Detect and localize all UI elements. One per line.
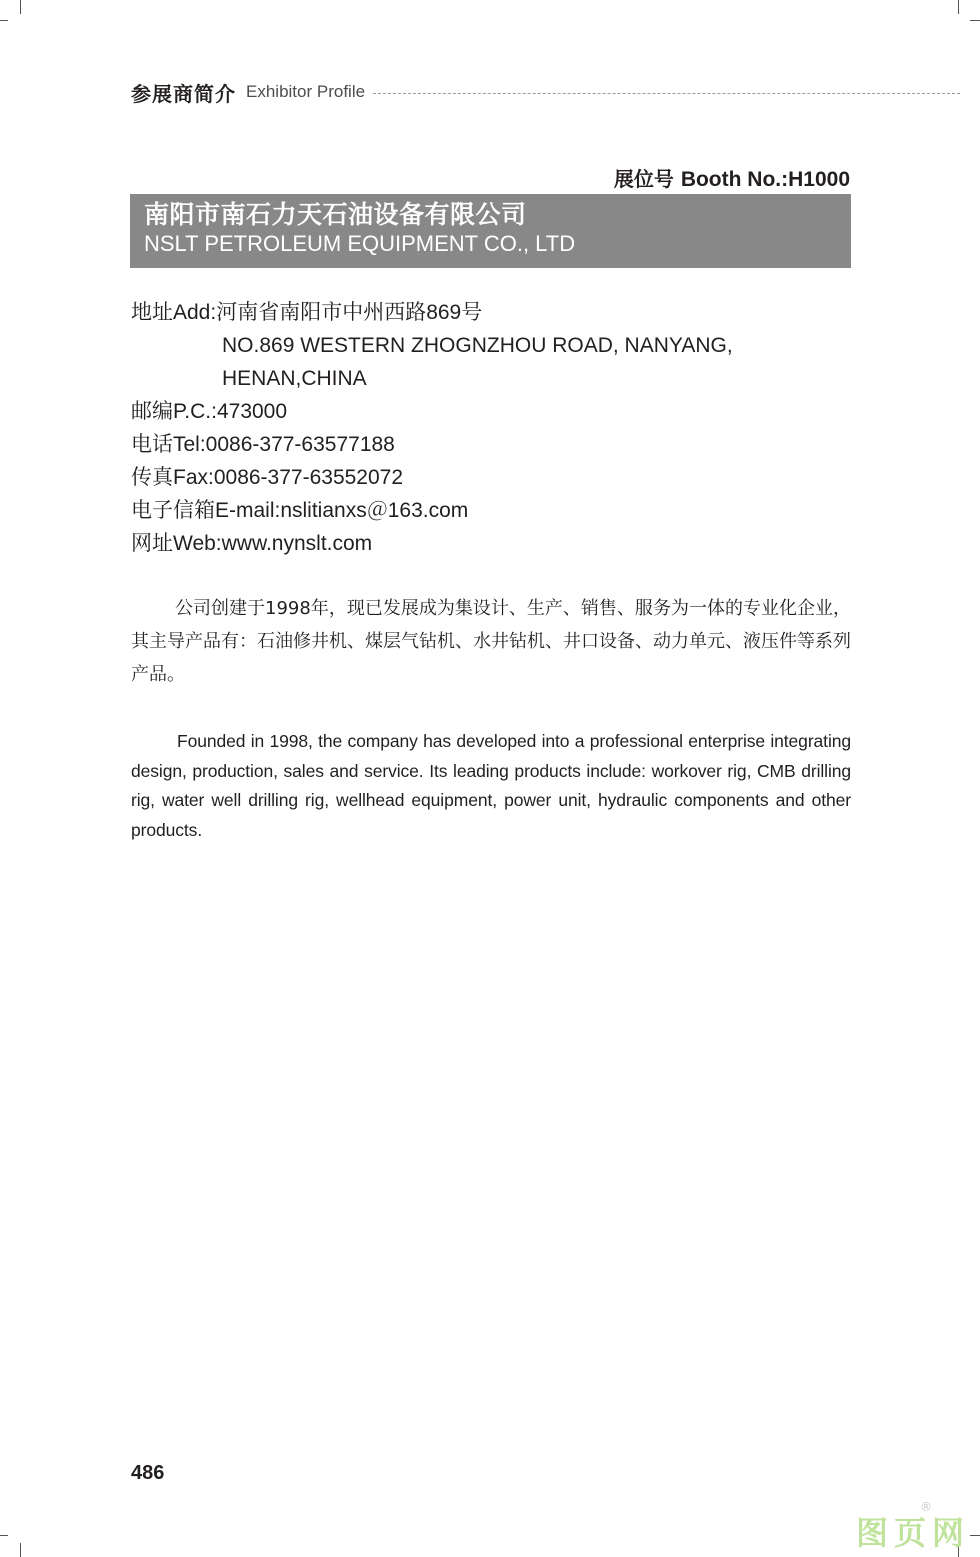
watermark-logo xyxy=(856,1500,971,1552)
crop-mark-top-left-h xyxy=(0,20,8,21)
address-en-line2: HENAN,CHINA xyxy=(222,367,367,390)
contact-info xyxy=(131,296,851,560)
booth-label-en: Booth No.:H1000 xyxy=(680,168,850,191)
watermark-text: 图页网 xyxy=(856,1514,971,1552)
page-number: 486 xyxy=(131,1462,165,1484)
crop-mark-bottom-left-h xyxy=(0,1535,8,1536)
registered-mark: ® xyxy=(920,1500,932,1514)
fax: 传真Fax:0086-377-63552072 xyxy=(131,466,404,489)
booth-label-cn: 展位号 xyxy=(613,167,674,191)
telephone: 电话Tel:0086-377-63577188 xyxy=(131,433,395,456)
section-title-cn: 参展商简介 xyxy=(131,81,236,106)
description-cn: 公司创建于1998年，现已发展成为集设计、生产、销售、服务为一体的专业化企业，其主导产品有：石油修井机、煤层气钻机、水井钻机、井口设备、动力单元、液压件等系列产品。 xyxy=(131,598,851,685)
address-cn: 地址Add:河南省南阳市中州西路869号 xyxy=(131,301,483,324)
description-en: Founded in 1998, the company has developed into a professional enterprise integrating design, production, sales and service. Its leading products include: workover rig, CMB drilling rig, water well drilling rig, wellhead equipment, power unit, hydraulic components and other products. xyxy=(131,731,851,840)
email: 电子信箱E-mail:nslitianxs＠163.com xyxy=(131,499,469,522)
booth-number xyxy=(614,163,850,192)
crop-mark-bottom-left xyxy=(20,1543,21,1557)
website: 网址Web:www.nynslt.com xyxy=(131,532,373,555)
section-header xyxy=(131,78,960,106)
crop-mark-bottom-right-h xyxy=(970,1535,980,1536)
company-name-en: NSLT PETROLEUM EQUIPMENT CO., LTD xyxy=(144,231,576,256)
crop-mark-top-left xyxy=(20,0,21,14)
postcode: 邮编P.C.:473000 xyxy=(131,400,288,423)
section-title-en: Exhibitor Profile xyxy=(246,82,366,101)
address-en-line1: NO.869 WESTERN ZHOGNZHOU ROAD, NANYANG, xyxy=(222,334,733,357)
company-title-bar xyxy=(130,194,851,268)
crop-mark-top-right-h xyxy=(970,20,980,21)
crop-mark-top-right xyxy=(958,0,959,14)
company-name-cn: 南阳市南石力天石油设备有限公司 xyxy=(144,200,527,229)
header-dashed-rule xyxy=(373,93,960,94)
